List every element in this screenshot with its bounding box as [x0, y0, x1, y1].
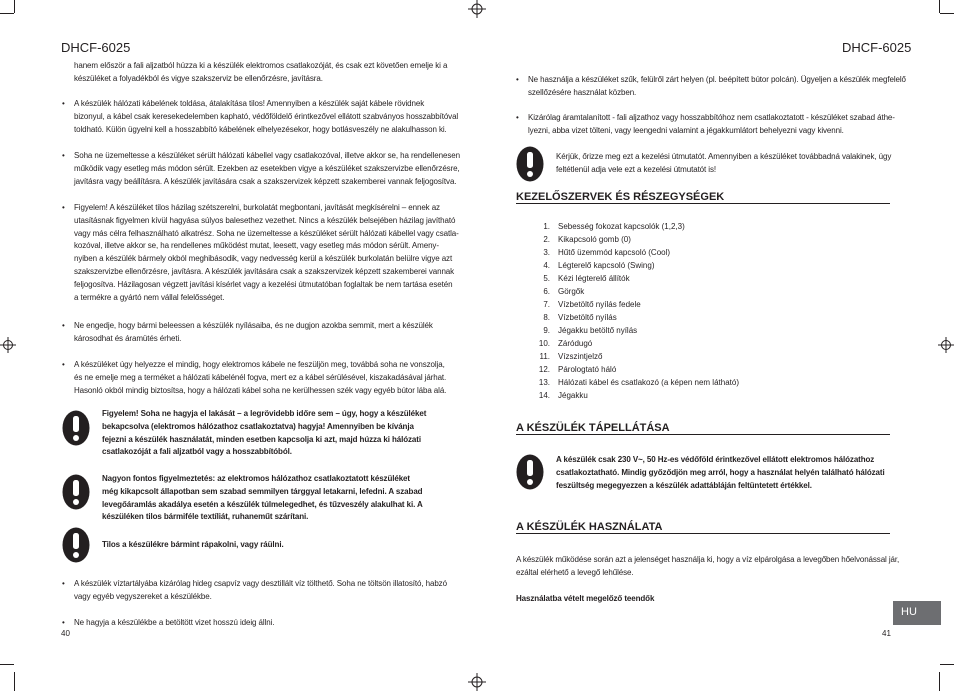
bullet-marker: •	[62, 321, 65, 330]
text-line: szellőzésére használat közben.	[528, 87, 637, 97]
section-heading: A KÉSZÜLÉK TÁPELLÁTÁSA	[516, 422, 890, 435]
bullet-text	[74, 359, 446, 397]
bullet-marker: •	[62, 203, 65, 212]
list-number: 11.	[539, 352, 550, 361]
page-number: 41	[882, 629, 891, 638]
text-line: működik vagy esetleg más módon sérült. Ezekben az esetekben vigye a készüléket szakszervizbe ellenőrzésre,	[74, 163, 460, 173]
list-label: Vízbetöltő nyílás	[558, 313, 617, 322]
list-number: 13.	[538, 378, 550, 387]
text-line: Ne hagyja a készülékbe a betöltött vizet hosszú ideig állni.	[74, 618, 275, 627]
text-line: Kizárólag áramtalanított - fali aljzathoz vagy hosszabbítóhoz nem csatlakoztatott - készüléket szabad áthe-	[528, 113, 895, 122]
bullet-text	[74, 150, 460, 188]
bullet-text	[74, 578, 447, 604]
text-line: bekapcsolva (elektromos hálózathoz csatlakoztatva) hagyja! Amennyiben be kívánja	[102, 421, 414, 431]
text-line: és ne emelje meg a terméket a hálózati kábelénél fogva, mert ez a kábel sérülésével, kiszakadásával járhat.	[74, 372, 447, 382]
list-label: Jégakku	[558, 391, 588, 400]
warning-text	[102, 539, 284, 552]
model-name: DHCF-6025	[61, 40, 131, 55]
text-line: javításra vagy beállításra. A készülék javítására csak a szakszervizek képzett szakemberei vannak feljogosítva.	[74, 176, 457, 186]
text-line: készüléket a folyadékból és vigye szakszerviz be ellenőrzésre, javításra.	[74, 73, 323, 83]
model-name: DHCF-6025	[842, 40, 912, 55]
exclamation-circle-icon	[62, 410, 90, 446]
bullet-text	[74, 202, 459, 304]
list-number: 8.	[543, 313, 550, 322]
bullet-text	[74, 320, 433, 346]
warning-text	[556, 454, 885, 492]
text-line: kozóval, illetve akkor se, ha rendellenes működést mutat, leesett, vagy esetleg más módon sérült. Ameny-	[74, 241, 439, 251]
text-line: Soha ne üzemeltesse a készüléket sérült hálózati kábellel vagy csatlakozóval, illetve akkor se, ha rendellenesen	[74, 151, 460, 160]
text-line: A készülék csak 230 V~, 50 Hz-es védőföld érintkezővel ellátott elektromos hálózathoz	[556, 455, 875, 464]
text-line: utasításnak figyelmen kívül hagyása súlyos balesethez vezethet. Nincs a készülék belsejében házilag javítható	[74, 215, 456, 225]
list-label: Hűtő üzemmód kapcsoló (Cool)	[558, 248, 671, 257]
exclamation-circle-icon	[516, 454, 544, 490]
right-page	[477, 0, 954, 691]
list-label: Párologtató háló	[558, 365, 617, 374]
text-line: A készüléket úgy helyezze el mindig, hogy elektromos kábele ne feszüljön meg, továbbá soha ne vonszolja,	[74, 360, 445, 369]
language-tab	[893, 601, 941, 625]
list-number: 9.	[543, 326, 550, 335]
text-line: Figyelem! A készüléket tilos házilag szétszerelni, burkolatát megbontani, javítását megkísérelni – ennek az	[74, 203, 440, 212]
bullet-text	[528, 74, 906, 100]
language-tab-label: HU	[901, 606, 917, 618]
text-line: nyiben a készülék bármely okból meghibásodik, vagy nedvesség kerül a készülék burkolatán belülre vigye azt	[74, 254, 453, 264]
text-line: feszültség megegyezzen a készülék adattábláján feltüntetett értékkel.	[556, 480, 812, 490]
list-label: Kikapcsoló gomb (0)	[558, 235, 631, 244]
text-line: A készülék hálózati kábelének toldása, átalakítása tilos! Amennyiben a készülék saját kábele rövidnek	[74, 99, 425, 108]
list-label: Légterelő kapcsoló (Swing)	[558, 261, 655, 270]
text-line: Ne használja a készüléket szűk, felülről zárt helyen (pl. beépített bútor polcán). Ügyeljen a készülék megfelelő	[528, 75, 906, 84]
text-line: feljogosítva. Házilagosan végzett javítási kísérlet vagy a kezelési útmutatóban foglaltak be nem tartása esetén	[74, 279, 453, 289]
list-label: Görgők	[558, 287, 585, 296]
section-heading: A KÉSZÜLÉK HASZNÁLATA	[516, 521, 890, 534]
page-number: 40	[61, 629, 70, 638]
text-line: toldható. Külön ügyelni kell a hosszabbító kábelének elhelyezésekor, hogy botlásveszély ne alakulhasson ki.	[74, 124, 447, 134]
list-number: 7.	[543, 300, 550, 309]
bullet-marker: •	[62, 151, 65, 160]
subheading: Használatba vételt megelőző teendők	[516, 594, 655, 603]
exclamation-circle-icon	[516, 146, 544, 182]
list-number: 3.	[543, 248, 550, 257]
paragraph	[74, 60, 447, 86]
text-line: bizonyul, a kábel csak keresekedelemben kapható, védőföldelő érintkezővel ellátott szabványos hosszabbítóval	[74, 111, 459, 121]
text-line: károsodhat és áramütés érheti.	[74, 333, 182, 343]
section-heading: KEZELŐSZERVEK ÉS RÉSZEGYSÉGEK	[516, 191, 890, 204]
bullet-text	[74, 617, 274, 630]
text-line: készüléken tilos bármiféle textíliát, ruhaneműt szárítani.	[102, 512, 309, 522]
text-line: Ne engedje, hogy bármi beleessen a készülék nyílásaiba, és ne dugjon azokba semmit, mert a készülék	[74, 321, 433, 330]
list-label: Vízbetöltő nyílás fedele	[558, 300, 641, 309]
text-line: lyezni, abba vizet tölteni, vagy leengedni valamint a jégakkumlátort behelyezni vagy kivenni.	[528, 125, 844, 135]
text-line: vagy egyéb vegyszereket a készülékbe.	[74, 591, 212, 601]
list-number: 12.	[538, 365, 550, 374]
list-number: 6.	[543, 287, 550, 296]
bullet-text	[74, 98, 458, 136]
list-number: 5.	[543, 274, 550, 283]
list-number: 1.	[543, 222, 550, 231]
text-line: Tilos a készülékre bármint rápakolni, vagy ráülni.	[102, 540, 284, 549]
text-line: csatlakozóját a fali aljzatból vagy a hosszabbítóból.	[102, 447, 292, 457]
bullet-marker: •	[516, 75, 519, 84]
bullet-marker: •	[62, 99, 65, 108]
bullet-marker: •	[62, 579, 65, 588]
text-line: Figyelem! Soha ne hagyja el lakását – a legrövidebb időre sem – úgy, hogy a készüléket	[102, 409, 427, 418]
list-label: Sebesség fokozat kapcsolók (1,2,3)	[558, 222, 685, 231]
paragraph	[516, 554, 899, 580]
list-number: 2.	[543, 235, 550, 244]
bullet-marker: •	[62, 360, 65, 369]
text-line: fejezni a készülék használatát, minden esetben kapcsolja ki azt, majd húzza ki hálózati	[102, 434, 421, 444]
text-line: ezáltal elérhető a levegő lehűlése.	[516, 567, 634, 577]
bullet-marker: •	[516, 113, 519, 122]
list-number: 4.	[543, 261, 550, 270]
text-line: feltétlenül adja vele ezt a kezelési útmutatót is!	[556, 164, 716, 174]
bullet-marker: •	[62, 618, 65, 627]
text-line: Hasonló okból mindig biztosítsa, hogy a hálózati kábel soha ne kerülhessen szék vagy egyéb bútor lába alá.	[74, 385, 447, 395]
list-number: 10.	[538, 339, 550, 348]
list-label: Kézi légterelő állítók	[558, 274, 630, 283]
text-line: még kikapcsolt állapotban sem szabad semmilyen tárggyal letakarni, lefedni. A szabad	[102, 486, 423, 496]
text-line: levegőáramlás akadálya esetén a készülék túlmelegedhet, és tűzveszély alakulhat ki. A	[102, 499, 423, 509]
text-line: csatlakoztatható. Mindig győződjön meg arról, hogy a használat helyén található hálózati	[556, 467, 885, 477]
list-label: Vízszintjelző	[558, 352, 603, 361]
bullet-text	[528, 112, 895, 138]
text-line: Kérjük, őrizze meg ezt a kezelési útmutatót. Amennyiben a készüléket továbbadná valakinek, úgy	[556, 152, 892, 161]
parts-list	[528, 222, 828, 407]
warning-text	[102, 473, 423, 524]
list-label: Hálózati kábel és csatlakozó (a képen nem látható)	[558, 378, 739, 387]
text-line: vagy más célra felhasználható alkatrész. Soha ne üzemeltesse a készüléket sérült hálózati kábellel vagy csatla-	[74, 228, 459, 238]
warning-text	[102, 408, 426, 459]
list-label: Záródugó	[558, 339, 593, 348]
text-line: szakszervizbe ellenőrzésre, javításra. A készülék javítására csak a szakszervizek képzett szakemberei vannak	[74, 266, 455, 276]
note-text	[556, 151, 891, 177]
text-line: a termékre a gyártó nem vállal felelősséget.	[74, 292, 225, 302]
text-line: A készülék működése során azt a jelenséget használja ki, hogy a víz elpárolgása a levegőben hőelvonással jár,	[516, 555, 900, 564]
text-line: Nagyon fontos figyelmeztetés: az elektromos hálózathoz csatlakoztatott készüléket	[102, 474, 410, 483]
text-line: A készülék víztartályába kizárólag hideg csapvíz vagy desztillált víz tölthető. Soha ne töltsön illatosító, habzó	[74, 579, 447, 588]
exclamation-circle-icon	[62, 527, 90, 563]
text-line: hanem először a fali aljzatból húzza ki a készülék elektromos csatlakozóját, és csak ezt követően emelje ki a	[74, 61, 448, 70]
list-label: Jégakku betöltő nyílás	[558, 326, 638, 335]
list-number: 14.	[538, 391, 550, 400]
exclamation-circle-icon	[62, 474, 90, 510]
